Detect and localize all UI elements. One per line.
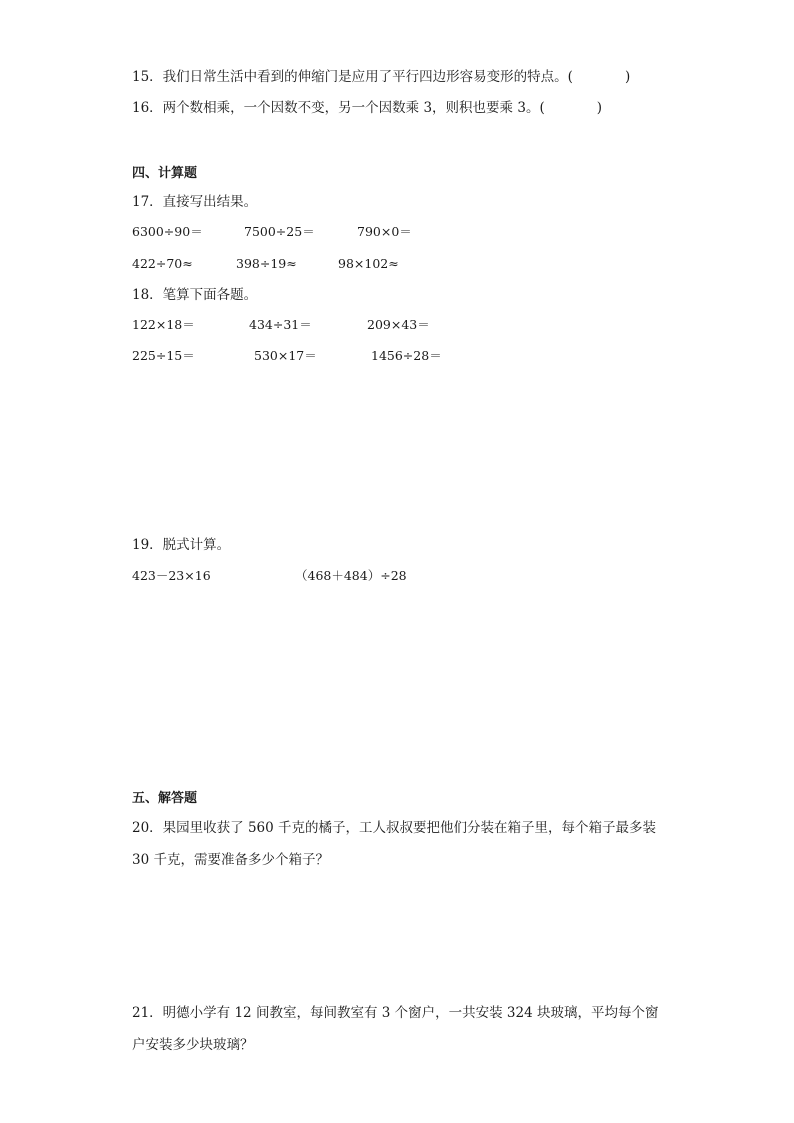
expression: 398÷19≈ xyxy=(236,256,297,271)
expression: 790×0＝ xyxy=(357,224,412,239)
expression: 209×43＝ xyxy=(367,317,430,332)
question-16-text: 16．两个数相乘，一个因数不变，另一个因数乘 3，则积也要乘 3。( xyxy=(132,100,545,116)
question-18-prompt: 18．笔算下面各题。 xyxy=(132,287,258,303)
expression: 122×18＝ xyxy=(132,317,195,332)
question-20-line-2: 30 千克，需要准备多少个箱子？ xyxy=(132,852,329,868)
question-16 xyxy=(132,98,602,118)
expression: 434÷31＝ xyxy=(249,317,312,332)
question-15 xyxy=(132,67,630,87)
section-heading-word-problems: 五、解答题 xyxy=(132,791,198,806)
expression: 1456÷28＝ xyxy=(371,348,442,363)
expression: 530×17＝ xyxy=(254,348,317,363)
q17-row-1 xyxy=(132,222,552,242)
question-16-close: ) xyxy=(596,100,602,116)
expression: 423－23×16 xyxy=(132,568,211,583)
q19-row-1 xyxy=(132,566,552,586)
q18-row-2 xyxy=(132,346,552,366)
question-17-prompt: 17．直接写出结果。 xyxy=(132,194,258,210)
question-15-close: ) xyxy=(624,69,631,85)
expression: 6300÷90＝ xyxy=(132,224,203,239)
q18-row-1 xyxy=(132,315,552,335)
expression: 422÷70≈ xyxy=(132,256,193,271)
question-20-line-1: 20．果园里收获了 560 千克的橘子，工人叔叔要把他们分装在箱子里，每个箱子最多装 xyxy=(132,820,657,836)
question-21-line-2: 户安装多少块玻璃？ xyxy=(132,1037,254,1053)
question-19-prompt: 19．脱式计算。 xyxy=(132,537,231,553)
expression: 225÷15＝ xyxy=(132,348,195,363)
question-21-line-1: 21．明德小学有 12 间教室，每间教室有 3 个窗户，一共安装 324 块玻璃，平均每个窗 xyxy=(132,1005,659,1021)
expression: （468＋484）÷28 xyxy=(295,568,407,583)
section-heading-calculation: 四、计算题 xyxy=(132,166,198,181)
question-15-text: 15．我们日常生活中看到的伸缩门是应用了平行四边形容易变形的特点。( xyxy=(132,69,573,85)
expression: 98×102≈ xyxy=(338,256,399,271)
q17-row-2 xyxy=(132,254,552,274)
expression: 7500÷25＝ xyxy=(244,224,315,239)
